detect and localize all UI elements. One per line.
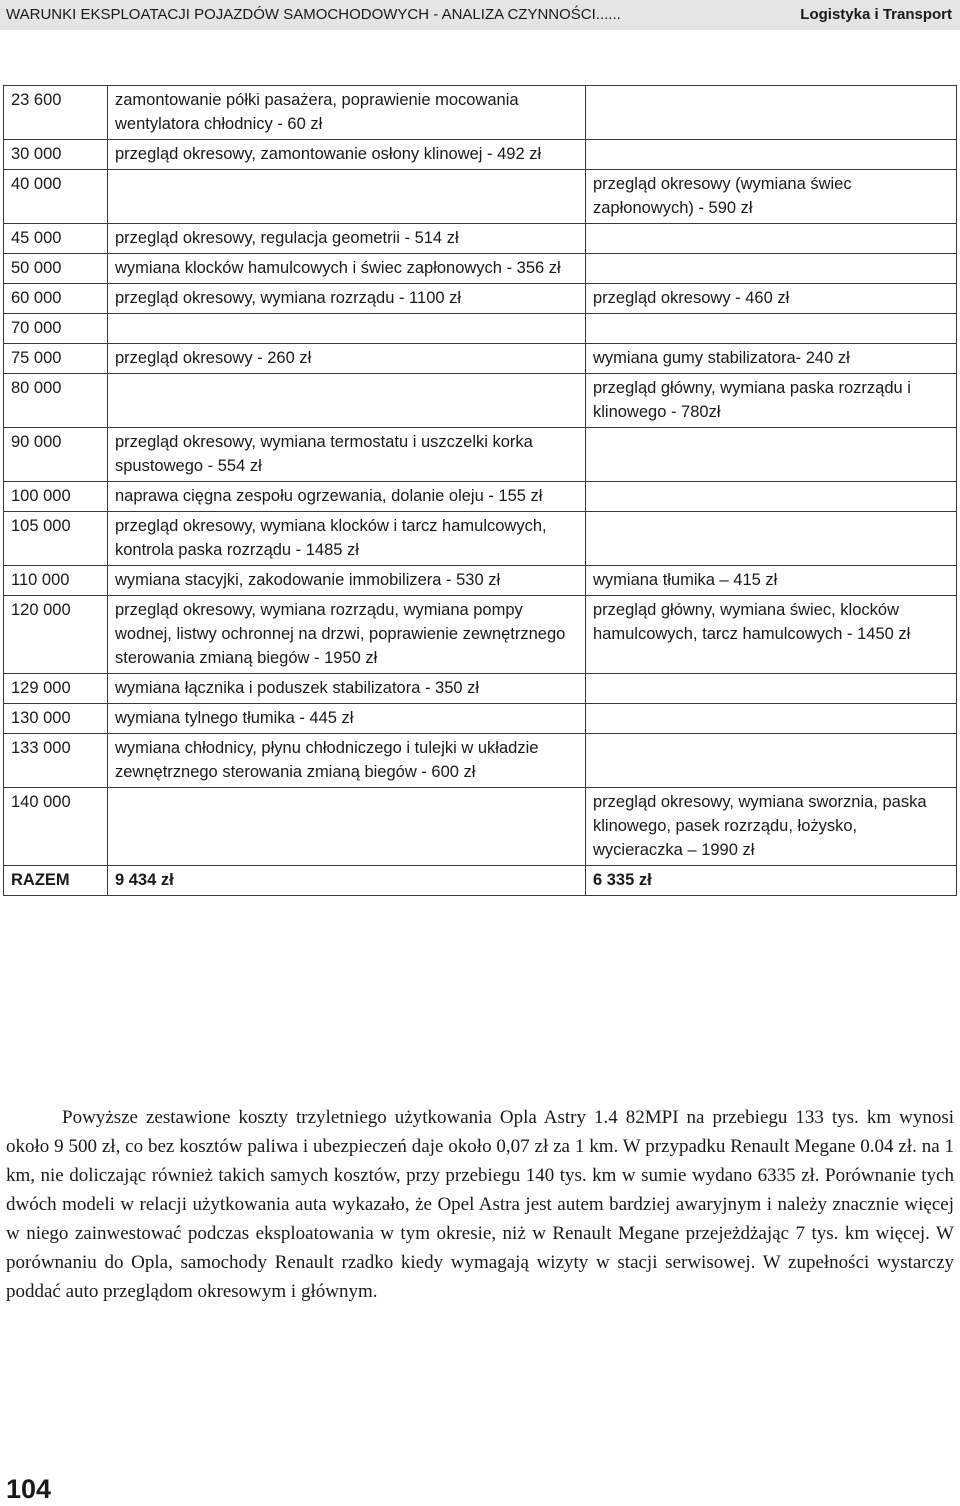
opel-cost-cell (108, 170, 586, 224)
mileage-cell: 133 000 (4, 734, 108, 788)
table-row (4, 86, 957, 140)
summary-text: Powyższe zestawione koszty trzyletniego użytkowania Opla Astry 1.4 82MPI na przebiegu 133 tys. km wynosi około 9 500 zł, co bez kosztów paliwa i ubezpieczeń daje około 0,07 zł za 1 km. W przypadku Renault Megane 0.04 zł. na 1 km, nie doliczając również takich samych kosztów, przy przebiegu 140 tys. km w sumie wydano 6335 zł. Porównanie tych dwóch modeli w relacji użytkowania auta wykazało, że Opel Astra jest autem bardziej awaryjnym i należy znacznie więcej w niego zainwestować podczas eksploatowania w tym okresie, niż w Renault Megane przejeżdżając 7 tys. km więcej. W porównaniu do Opla, samochody Renault rzadko kiedy wymagają wizyty w stacji serwisowej. W zupełności wystarczy poddać auto przeglądom okresowym i głównym. (6, 1107, 954, 1302)
mileage-cell: 90 000 (4, 428, 108, 482)
opel-cost-cell: wymiana stacyjki, zakodowanie immobilizera - 530 zł (108, 566, 586, 596)
opel-cost-cell (108, 374, 586, 428)
renault-cost-cell: przegląd okresowy - 460 zł (586, 284, 957, 314)
renault-cost-cell (586, 224, 957, 254)
total-row (4, 866, 957, 896)
mileage-cell: 23 600 (4, 86, 108, 140)
table-row (4, 788, 957, 866)
opel-cost-cell: przegląd okresowy, regulacja geometrii - 514 zł (108, 224, 586, 254)
table-row (4, 512, 957, 566)
renault-cost-cell: przegląd okresowy, wymiana sworznia, paska klinowego, pasek rozrządu, łożysko, wycieraczka – 1990 zł (586, 788, 957, 866)
table-row (4, 482, 957, 512)
opel-cost-cell: wymiana chłodnicy, płynu chłodniczego i tulejki w układzie zewnętrznego sterowania zmianą biegów - 600 zł (108, 734, 586, 788)
table-row (4, 596, 957, 674)
opel-cost-cell: przegląd okresowy, wymiana klocków i tarcz hamulcowych, kontrola paska rozrządu - 1485 zł (108, 512, 586, 566)
mileage-cell: 130 000 (4, 704, 108, 734)
table-row (4, 254, 957, 284)
table-row (4, 344, 957, 374)
mileage-cell: 70 000 (4, 314, 108, 344)
renault-cost-cell: przegląd okresowy (wymiana świec zapłonowych) - 590 zł (586, 170, 957, 224)
opel-cost-cell: przegląd okresowy - 260 zł (108, 344, 586, 374)
mileage-cell: 60 000 (4, 284, 108, 314)
renault-cost-cell (586, 704, 957, 734)
table-row (4, 140, 957, 170)
renault-cost-cell (586, 674, 957, 704)
table-row (4, 314, 957, 344)
mileage-cell: 40 000 (4, 170, 108, 224)
table-body (4, 86, 957, 896)
mileage-cell: 50 000 (4, 254, 108, 284)
mileage-cell: 120 000 (4, 596, 108, 674)
table-row (4, 566, 957, 596)
mileage-cell: 80 000 (4, 374, 108, 428)
header-section: Logistyka i Transport (800, 6, 952, 23)
renault-cost-cell: przegląd główny, wymiana świec, klocków hamulcowych, tarcz hamulcowych - 1450 zł (586, 596, 957, 674)
renault-cost-cell: wymiana gumy stabilizatora- 240 zł (586, 344, 957, 374)
mileage-cell: 75 000 (4, 344, 108, 374)
maintenance-cost-table (3, 85, 957, 896)
opel-cost-cell: wymiana klocków hamulcowych i świec zapłonowych - 356 zł (108, 254, 586, 284)
renault-cost-cell (586, 254, 957, 284)
mileage-cell: 30 000 (4, 140, 108, 170)
page-number: 104 (6, 1474, 52, 1504)
table-row (4, 170, 957, 224)
renault-cost-cell (586, 86, 957, 140)
running-header (0, 0, 960, 30)
renault-cost-cell (586, 734, 957, 788)
opel-cost-cell (108, 788, 586, 866)
total-label: RAZEM (4, 866, 108, 896)
opel-total: 9 434 zł (108, 866, 586, 896)
renault-cost-cell (586, 482, 957, 512)
mileage-cell: 100 000 (4, 482, 108, 512)
opel-cost-cell: przegląd okresowy, wymiana rozrządu, wymiana pompy wodnej, listwy ochronnej na drzwi, poprawienie zewnętrznego sterowania zmianą biegów - 1950 zł (108, 596, 586, 674)
table-row (4, 224, 957, 254)
renault-cost-cell (586, 428, 957, 482)
mileage-cell: 105 000 (4, 512, 108, 566)
table-row (4, 374, 957, 428)
opel-cost-cell: wymiana tylnego tłumika - 445 zł (108, 704, 586, 734)
renault-total: 6 335 zł (586, 866, 957, 896)
table-row (4, 284, 957, 314)
table-row (4, 704, 957, 734)
opel-cost-cell: przegląd okresowy, wymiana rozrządu - 1100 zł (108, 284, 586, 314)
opel-cost-cell: zamontowanie półki pasażera, poprawienie mocowania wentylatora chłodnicy - 60 zł (108, 86, 586, 140)
table-row (4, 428, 957, 482)
mileage-cell: 129 000 (4, 674, 108, 704)
table-row (4, 734, 957, 788)
renault-cost-cell (586, 314, 957, 344)
opel-cost-cell (108, 314, 586, 344)
renault-cost-cell (586, 140, 957, 170)
summary-paragraph (6, 1103, 954, 1306)
opel-cost-cell: przegląd okresowy, zamontowanie osłony klinowej - 492 zł (108, 140, 586, 170)
renault-cost-cell (586, 512, 957, 566)
renault-cost-cell: przegląd główny, wymiana paska rozrządu i klinowego - 780zł (586, 374, 957, 428)
header-title: WARUNKI EKSPLOATACJI POJAZDÓW SAMOCHODOWYCH - ANALIZA CZYNNOŚCI...... (6, 6, 621, 23)
mileage-cell: 110 000 (4, 566, 108, 596)
table-row (4, 674, 957, 704)
opel-cost-cell: naprawa cięgna zespołu ogrzewania, dolanie oleju - 155 zł (108, 482, 586, 512)
mileage-cell: 140 000 (4, 788, 108, 866)
mileage-cell: 45 000 (4, 224, 108, 254)
opel-cost-cell: przegląd okresowy, wymiana termostatu i uszczelki korka spustowego - 554 zł (108, 428, 586, 482)
opel-cost-cell: wymiana łącznika i poduszek stabilizatora - 350 zł (108, 674, 586, 704)
renault-cost-cell: wymiana tłumika – 415 zł (586, 566, 957, 596)
